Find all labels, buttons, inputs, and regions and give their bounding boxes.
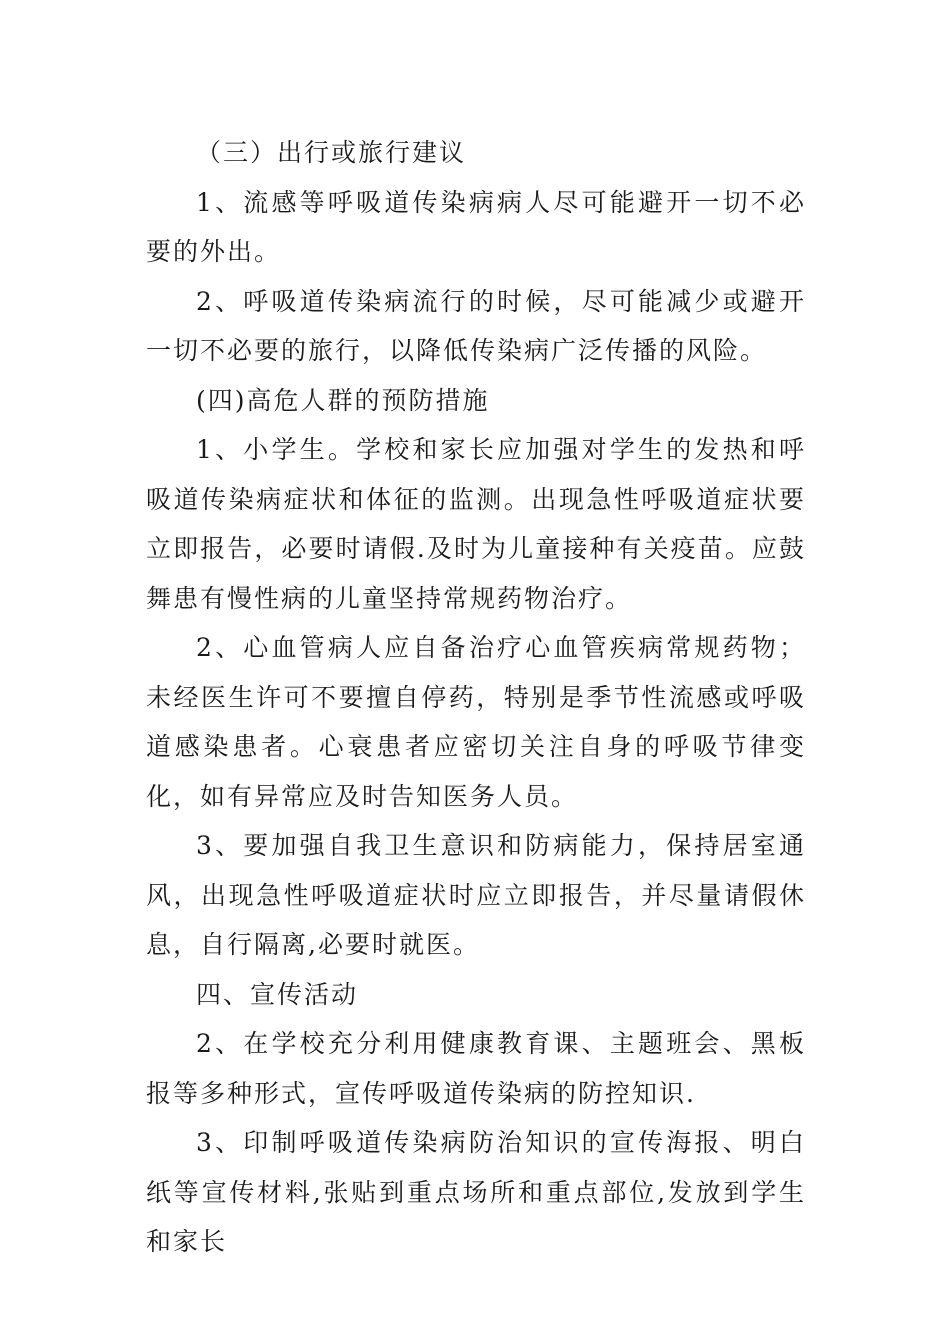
paragraph-high-risk-1: 1、小学生。学校和家长应加强对学生的发热和呼吸道传染病症状和体征的监测。出现急性呼吸道症状要立即报告，必要时请假.及时为儿童接种有关疫苗。应鼓舞患有慢性病的儿童坚持常规药物治疗。	[146, 435, 806, 613]
section-heading-publicity: 四、宣传活动	[196, 979, 359, 1009]
paragraph-travel-1: 1、流感等呼吸道传染病病人尽可能避开一切不必要的外出。	[146, 187, 806, 266]
paragraph-publicity-3: 3、印制呼吸道传染病防治知识的宣传海报、明白纸等宣传材料,张贴到重点场所和重点部位,发放到学生和家长	[146, 1128, 806, 1256]
paragraph-publicity-2: 2、在学校充分利用健康教育课、主题班会、黑板报等多种形式，宣传呼吸道传染病的防控知识.	[146, 1029, 806, 1108]
section-heading-high-risk: (四)高危人群的预防措施	[196, 385, 490, 415]
paragraph-high-risk-2: 2、心血管病人应自备治疗心血管疾病常规药物；未经医生许可不要擅自停药，特别是季节性流感或呼吸道感染患者。心衰患者应密切关注自身的呼吸节律变化，如有异常应及时告知医务人员。	[146, 633, 806, 811]
section-heading-travel-advice: （三）出行或旅行建议	[196, 138, 467, 167]
paragraph-travel-2: 2、呼吸道传染病流行的时候，尽可能减少或避开一切不必要的旅行，以降低传染病广泛传播的风险。	[146, 286, 806, 365]
document-body	[146, 128, 806, 1267]
paragraph-high-risk-3: 3、要加强自我卫生意识和防病能力，保持居室通风，出现急性呼吸道症状时应立即报告，并尽量请假休息，自行隔离,必要时就医。	[146, 831, 806, 959]
